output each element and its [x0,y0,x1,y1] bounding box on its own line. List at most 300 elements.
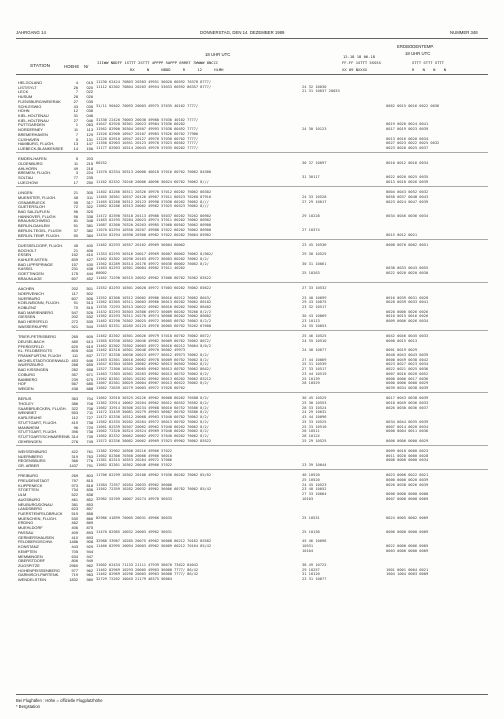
synop-code: 32988 33987 10285 20075 49962 56008 60212 70162 85582 [96,539,212,544]
synop-code: 11662 82301 10362 20046 49966 57022 [96,463,172,468]
synop-code: 11662 82332 30062 20062 49972 57040 60202 76062 8/2/ [96,433,209,438]
synop-code: 11647 82304 10305 20062 49962 56013 60502 76062 8/2/ [96,362,209,367]
header-rule [16,74,488,75]
top-rule [16,38,488,39]
synop-code: 11667 82301 30029 20004 49967 56013 60522 76062 8/2/ [96,381,209,386]
station-height: 51 [73,223,78,229]
synop-code: 11562 82335 30282 20264 49972 56013 60702 76062 8/2/ [96,419,209,424]
station-number: 853 [86,501,93,507]
soil-temp-code: 0000 0049 0038 0042 [386,357,429,362]
soil-temp-code: 0004 0043 0052 0032 [386,190,429,195]
station-number: 852 [86,496,93,502]
station-height: 21 [73,190,78,196]
station-height: 50 [73,232,78,238]
station-name: KLIPPENECK [18,482,43,488]
soil-temp-code: 0000 0006 0017 0036 [386,376,429,381]
station-height: 2960 [69,562,78,568]
station-name: BRAUNSCHWEIG [18,218,51,224]
soil-temp-code: 0006 0000 0000 0009 [386,529,429,534]
station-number: 858 [86,511,93,517]
station-height: 95 [73,199,78,205]
station-number: 704 [86,396,93,402]
soil-temp-code: 0026 0038 0026 0039 [386,482,429,487]
extreme-code: 29 43 10075 [302,300,327,305]
station-number: 544 [86,323,93,329]
soil-temp-code: 0023 0027 0023 0034 [386,362,429,367]
soil-temp-code: 0022 0021 0025 0036 [386,367,429,372]
soil-temp-code: 0013 0016 0020 0034 [386,136,429,141]
station-number: 738 [86,419,93,425]
station-number: 156 [86,146,93,152]
station-name: KAHLER ASTEN [18,256,48,262]
station-height: 265 [71,334,78,340]
station-height: 719 [71,572,78,578]
col-station: STATION [30,64,51,69]
station-height: 519 [71,511,78,517]
station-name: BRAUNLAGE [18,275,42,281]
station-name: BOCHOLT [18,247,37,253]
station-name: ZUGSPITZE [18,562,40,568]
station-name: DEUSELBACH [18,338,45,344]
station-name: NUERBURG [18,295,41,301]
station-height: 282 [71,367,78,373]
station-name: COBURG [18,371,36,377]
synop-code: 60002 [96,271,107,276]
station-name: BERUS [18,396,32,402]
soil-temp-code: 0062 0015 0016 0022 0036 [386,103,440,108]
soil-temp-code: 0027 0023 0022 0025 0032 [386,141,440,146]
station-height: 70 [73,304,78,310]
station-number: 218 [86,165,93,171]
extreme-code: 28 10511 [302,429,320,434]
station-height: 547 [71,309,78,315]
station-name: WEIDEN [18,385,34,391]
station-name: KASSEL [18,266,34,272]
station-name: LANDSBERG [18,506,42,512]
station-name: GOETTINGEN [18,271,44,277]
synop-code: 11562 82289 30314 20176 49972 56030 60002 76062 8/2/ [96,261,209,266]
station-name: KEMPTEN [18,548,37,554]
soil-temp-code: 0010 0012 0016 0034 [386,161,429,166]
synop-code: 11526 82900 10947 20107 49983 57026 60702 77986 [96,131,198,136]
synop-code: 11527 72300 10342 20065 49962 56013 60702 76062 8642/ [96,367,212,372]
synop-code: 11472 82390 70310 20113 49986 55037 60202 76262 86902 [96,213,212,218]
station-height: 3 [75,170,78,176]
col-ext-line3: XX 09 NXXXX [342,67,368,72]
station-height: 396 [71,429,78,435]
station-name: GR. ARBER [18,463,40,469]
station-height: 410 [71,534,78,540]
synop-code: 11462 82302 10290 20163 49972 56003 60202 76062 8/2/ [96,256,209,261]
synop-code: 11462 82310 10301 20046 49970 56002 49973 [96,348,185,353]
station-height: 438 [71,385,78,391]
station-number: 427 [86,256,93,262]
station-number: 129 [86,131,93,137]
station-number: 738 [86,429,93,435]
soil-temp-code: 0016 0039 0031 0028 [386,295,429,300]
station-height: 1 [75,122,78,128]
station-name: FLENSBURG/WEIERAK [18,98,61,104]
station-height: 5 [75,136,78,142]
extreme-code: 23 10113 [302,319,320,324]
soil-temp-code: 0024 0005 0002 0009 [386,515,429,520]
station-name: SCHLESWIG [18,103,42,109]
station-height: 363 [71,396,78,402]
station-height: 28 [73,94,78,100]
station-height: 4 [75,80,78,85]
station-height: 1832 [69,577,78,583]
synop-code: 11687 82300 70320 20263 49985 57060 60502 76062 86900 [96,223,212,228]
soil-temp-code: 0007 0016 0020 0052 [386,371,429,376]
station-number: 430 [86,261,93,267]
extreme-code: 24 45 10523 [302,482,327,487]
col-hoehe: HOEHE [64,64,80,69]
station-number: 384 [86,232,93,238]
synop-code: 11462 82302 10301 20026 49979 57010 60702 76062 8672/ [96,334,212,339]
station-name: SOLTAU [18,175,33,181]
station-number: 410 [86,252,93,258]
station-number: 305 [86,190,93,196]
station-number: 026 [86,94,93,100]
station-name: GERMERSHAUSEN [18,534,54,540]
synop-code: 11462 82969 10293 20005 49963 56008 7777/ 86/42 [96,567,198,572]
station-number: 311 [86,194,93,200]
station-name: WASSERKUPPE [18,323,48,329]
extreme-code: 43 44 10096 [302,415,327,420]
extreme-code: 23 39 10044 [302,463,327,468]
station-height: 453 [71,357,78,363]
extreme-code: 25 33 10510 [302,424,327,429]
synop-code: 11572 82336 30082 20062 49969 57023 69902 76062 85522 [96,438,212,443]
synop-code: 11562 82293 70311 20276 49974 56008 60202 76062 86002 [96,314,212,319]
station-number: 063 [86,122,93,128]
station-height: 1486 [69,539,78,545]
col-ext-line2: FF-FF 1STTT 5SSSS [342,60,381,65]
station-number: 857 [86,506,93,512]
station-height: 462 [71,520,78,526]
station-number: 962 [86,567,93,573]
soil-temp-code: 0000 0004 0011 0036 [386,429,429,434]
station-name: GIESSEN [18,314,36,320]
synop-code: 11472 32439 30081 20279 49963 56007 60702 76586 8/2/ [96,410,209,415]
station-height: 607 [71,275,78,281]
station-number: 022 [86,89,93,95]
extreme-code: 28 10124 [302,433,320,438]
station-number: 815 [86,478,93,483]
station-name: FREIBURG [18,473,39,479]
extreme-code: 25 10520 [302,478,320,482]
extreme-code: 24 35 10053 [302,323,327,328]
station-number: 739 [86,433,93,439]
station-number: 515 [86,304,93,310]
soil-temp-code: 0028 0039 0033 0041 [386,300,429,305]
extreme-code: 23 40 10099 [302,295,327,300]
bottom-rule [16,694,488,695]
station-height: 81 [73,218,78,224]
station-number: 131 [86,136,93,142]
section-rule [16,330,488,331]
station-name: LINGEN [18,190,33,196]
station-number: 875 [86,525,93,531]
station-name: CUXHAVEN [18,136,40,142]
station-number: 836 [86,487,93,493]
extreme-code: 25 29 10525 [302,438,327,443]
extreme-code: 25 31 10539 [302,362,327,367]
station-name: BAD MARIENBERG [18,309,54,315]
station-number: 893 [86,529,93,535]
station-number: 020 [86,84,93,90]
station-height: 77 [73,175,78,181]
station-name: OLDENBURG [18,161,43,167]
station-name: WEINBIET [18,410,37,416]
extreme-code: 24 40 10077 [302,348,327,353]
soil-temp-code: 0039 0034 0038 0039 [386,385,429,390]
soil-temp-code: 0048 0043 0043 0039 [386,352,429,357]
soil-temp-code: 0008 0000 0000 0034 [386,458,429,463]
station-number: 745 [86,438,93,444]
station-number: 838 [86,492,93,498]
station-name: FREUDENSTADT [18,478,50,483]
extreme-code: 25 10130 [302,529,320,534]
synop-code: 11432 82293 30303 20306 49972 56009 60202 76266 8/2/2 [96,309,212,314]
station-height: 806 [71,558,78,564]
extreme-code: 23 44 10519 [302,371,327,376]
extreme-code: 10531 [302,544,314,549]
station-name: MUENCHEN, FLUGH. [18,515,57,521]
station-height: 117 [71,290,78,296]
extreme-code: 25 10263 [302,271,320,276]
soil-temp-code: 0018 0049 0036 0033 [386,400,429,405]
station-number: 658 [86,367,93,373]
station-name: MUENSTER, FLUGH. [18,194,57,200]
station-number: 619 [86,343,93,349]
station-height: 152 [71,252,78,258]
synop-code: 11470 82985 10032 20003 49962 56031 [96,529,172,534]
station-height: 27 [73,117,78,123]
station-name: BREMEN, FLUGH. [18,170,52,176]
station-number: 947 [86,553,93,559]
station-height: 921 [71,323,78,329]
station-name: DUESSELDORF, FLUGH. [18,242,64,248]
synop-code: 11112 82302 70804 20203 49954 53033 60592 86357 8777/ [96,84,212,89]
extreme-code: 27 33 10517 [302,367,327,372]
extreme-code: 30 43 10069 [302,314,327,319]
extreme-code: 27 10374 [302,227,320,232]
station-height: 406 [71,525,78,531]
station-number: 685 [86,381,93,387]
station-name: MEMMINGEN [18,553,43,559]
soil-temp-code: 1001 0001 0004 0021 [386,567,429,572]
station-number: 444 [86,271,93,277]
station-number: 147 [86,141,93,147]
section-rule [16,469,488,470]
station-number: 035 [86,103,93,109]
station-height: 231 [71,266,78,272]
station-name: OSNABRUECK [18,199,46,205]
extreme-code: 23 45 10536 [302,242,327,247]
station-name: GUETERSLOH [18,204,45,210]
station-number: 322 [86,204,93,210]
station-height: 276 [71,438,78,444]
station-number: 866 [86,515,93,521]
station-name: MUEHLDORF [18,525,43,531]
station-number: 791 [86,463,93,469]
station-number: 325 [86,209,93,214]
station-name: KL. FELDBERG/TS [18,348,52,354]
station-number: 818 [86,482,93,488]
soil-temp-code: 0015 0012 0021 [386,232,418,237]
soil-temp-code: 0022 0020 0025 0035 [386,175,429,180]
station-number: 929 [86,544,93,550]
station-number: 502 [86,290,93,296]
station-number: 655 [86,362,93,368]
station-height: 443 [71,544,78,550]
station-number: 382 [86,227,93,233]
station-number: 944 [86,548,93,554]
extreme-code: 28 33 10524 [302,405,327,410]
station-number: 046 [86,117,93,123]
extreme-code: 27 29 10017 [302,199,327,204]
soil-temp-code: 0058 0037 0048 0043 [386,194,429,199]
soil-temp-code: 0023 0000 0022 0021 [386,473,429,478]
station-height: 45 [73,242,78,248]
extreme-code: 28 10529 [302,381,320,386]
station-height: 202 [71,314,78,320]
synop-code: 11472 82330 10312 20068 49963 57040 60702 76062 8/2/ [96,415,209,420]
station-name: HELGOLAND [18,80,42,85]
station-name: KIEL-HOLTENAU [18,117,49,123]
station-height: 530 [71,515,78,521]
station-number: 348 [86,218,93,224]
station-name: OEHRINGEN [18,438,42,444]
extreme-code: 27 44 10069 [302,357,327,362]
station-name: ESSEN [18,252,32,258]
synop-code: 11661 82339 30307 20062 49962 57040 60202 76062 8/2/ [96,424,209,429]
station-number: 675 [86,376,93,382]
synop-code: 11662 82286 10313 20002 49982 57025 60523 76062 8/// [96,204,209,209]
station-name: NEUBURG/DONAU [18,501,53,507]
station-number: 803 [86,473,93,479]
station-height: 96 [73,209,78,214]
station-name: WENDELSTEIN [18,577,47,583]
synop-code: 11465 30301 10537 20126 49967 57011 60523 76260 87910 [96,194,212,199]
station-name: ERDING [18,520,34,526]
station-number: 381 [86,223,93,229]
synop-code: 11402 82286 30311 20326 49970 57012 60202 76062 86302 [96,190,212,195]
station-height: 839 [71,256,78,262]
station-number: 235 [86,175,93,181]
group-18-utc: 18 UHR UTC [205,52,231,57]
soil-temp-code: 0034 0046 0036 0034 [386,213,429,218]
synop-code: 11535 72293 30313 20022 49962 56010 60202 76062 86402 [96,304,212,309]
station-height: 56 [73,213,78,219]
station-number: 776 [86,458,93,464]
station-name: KARLSRUHE [18,415,42,421]
extreme-code: 25 30 10553 [302,400,327,405]
synop-code: 11462 82969 10296 20003 49963 56008 7777/ 86/42 [96,572,198,577]
extreme-code: 29 30 10525 [302,252,327,257]
extreme-code: 29 10228 [302,213,320,218]
station-number: 526 [86,309,93,315]
section-rule [16,152,488,153]
extreme-code: 24 33 10528 [302,194,327,199]
extreme-code: 27 33 10064 [302,492,327,497]
col-ext-line1: 12-18 18 06-18 [343,54,376,59]
station-name: REGENSBURG [18,458,46,464]
extreme-code: 10103 [302,496,314,501]
station-height: 91 [73,300,78,306]
synop-code: 11562 82305 10311 20003 49966 56013 60202 76062 86102 [96,300,212,305]
volume-label: JAHRGANG 14 [16,30,46,35]
station-height: 366 [71,458,78,464]
station-name: NOERVENICH [18,290,44,296]
group-erdboden: ERDBODENTEMP. [397,44,434,49]
station-name: PUTTGARDEN [18,122,45,128]
station-name: HUSUM [18,94,33,100]
synop-code: 11462 82302 70302 20003 49972 56010 60212 76064 8/0/2 [96,343,212,348]
station-height: 422 [71,448,78,454]
station-height: 620 [71,343,78,349]
station-height: 357 [71,371,78,377]
synop-code: 31/11 90402 70093 20003 49975 57035 40102 7777/ [96,103,198,108]
soil-temp-code: 0034 0044 0035 0039 [386,419,429,424]
synop-code: 32729 72202 10045 21179 46375 56004 [96,577,172,582]
station-height: 12 [73,108,78,114]
station-number: 708 [86,405,93,411]
extreme-code: 25 10531 [302,515,320,520]
section-rule [16,282,488,283]
station-height: 48 [73,194,78,200]
station-name: FRANKFURT/M, FLUGH [18,352,62,358]
station-name: BAD LIPPSPRINGE [18,261,54,267]
station-name: HOHENPEISSENBERG [18,567,60,573]
soil-temp-code: 0000 0000 0000 0029 [386,438,429,443]
station-name: STUTTGART/SCHNARRENB [18,433,70,439]
synop-code: 11350 82903 10351 20123 49978 57023 60562 7777/ [96,141,198,146]
soil-temp-code: 0013 0018 0026 0039 [386,179,429,184]
station-name: HOF [18,381,27,387]
station-height: 111 [72,352,78,358]
station-height: 314 [71,433,78,439]
station-height: 14 [73,146,78,152]
station-number: 406 [86,247,93,253]
station-name: LIST/SYLT [18,84,37,90]
extreme-code: 24 35 10510 [302,338,327,343]
station-number: 438 [86,266,93,272]
station-name: FUERSTENFELDBRUCK [18,511,63,517]
station-name: FELDBERG/SCHW. [18,539,53,545]
soil-temp-code: 0010 0015 0016 0026 [386,314,429,319]
station-height: 7 [75,131,78,137]
soil-temp-code: 0023 0020 0025 0037 [386,146,429,151]
station-height: 973 [71,482,78,488]
extreme-code: 23 31 10077 [302,577,327,582]
col-erd-line2: R N N N [412,67,447,72]
extreme-code: 30 45 10525 [302,396,327,401]
station-height: 381 [71,501,78,507]
soil-temp-code: 0019 0020 0024 0041 [386,122,429,127]
station-height: 268 [71,362,78,368]
soil-temp-code: 0026 0030 0036 0037 [386,405,429,410]
station-height: 623 [71,506,78,512]
station-height: 567 [71,381,78,387]
soil-temp-code: 0001 0019 0029 [386,348,418,353]
synop-code: 11670 82294 10350 20207 49988 57022 60202 76062 86900 [96,227,212,232]
station-name: KONSTANZ [18,544,39,550]
section-rule [16,392,488,393]
soil-temp-code: 0009 0000 0026 0034 [386,319,429,324]
station-number: 949 [86,558,93,564]
